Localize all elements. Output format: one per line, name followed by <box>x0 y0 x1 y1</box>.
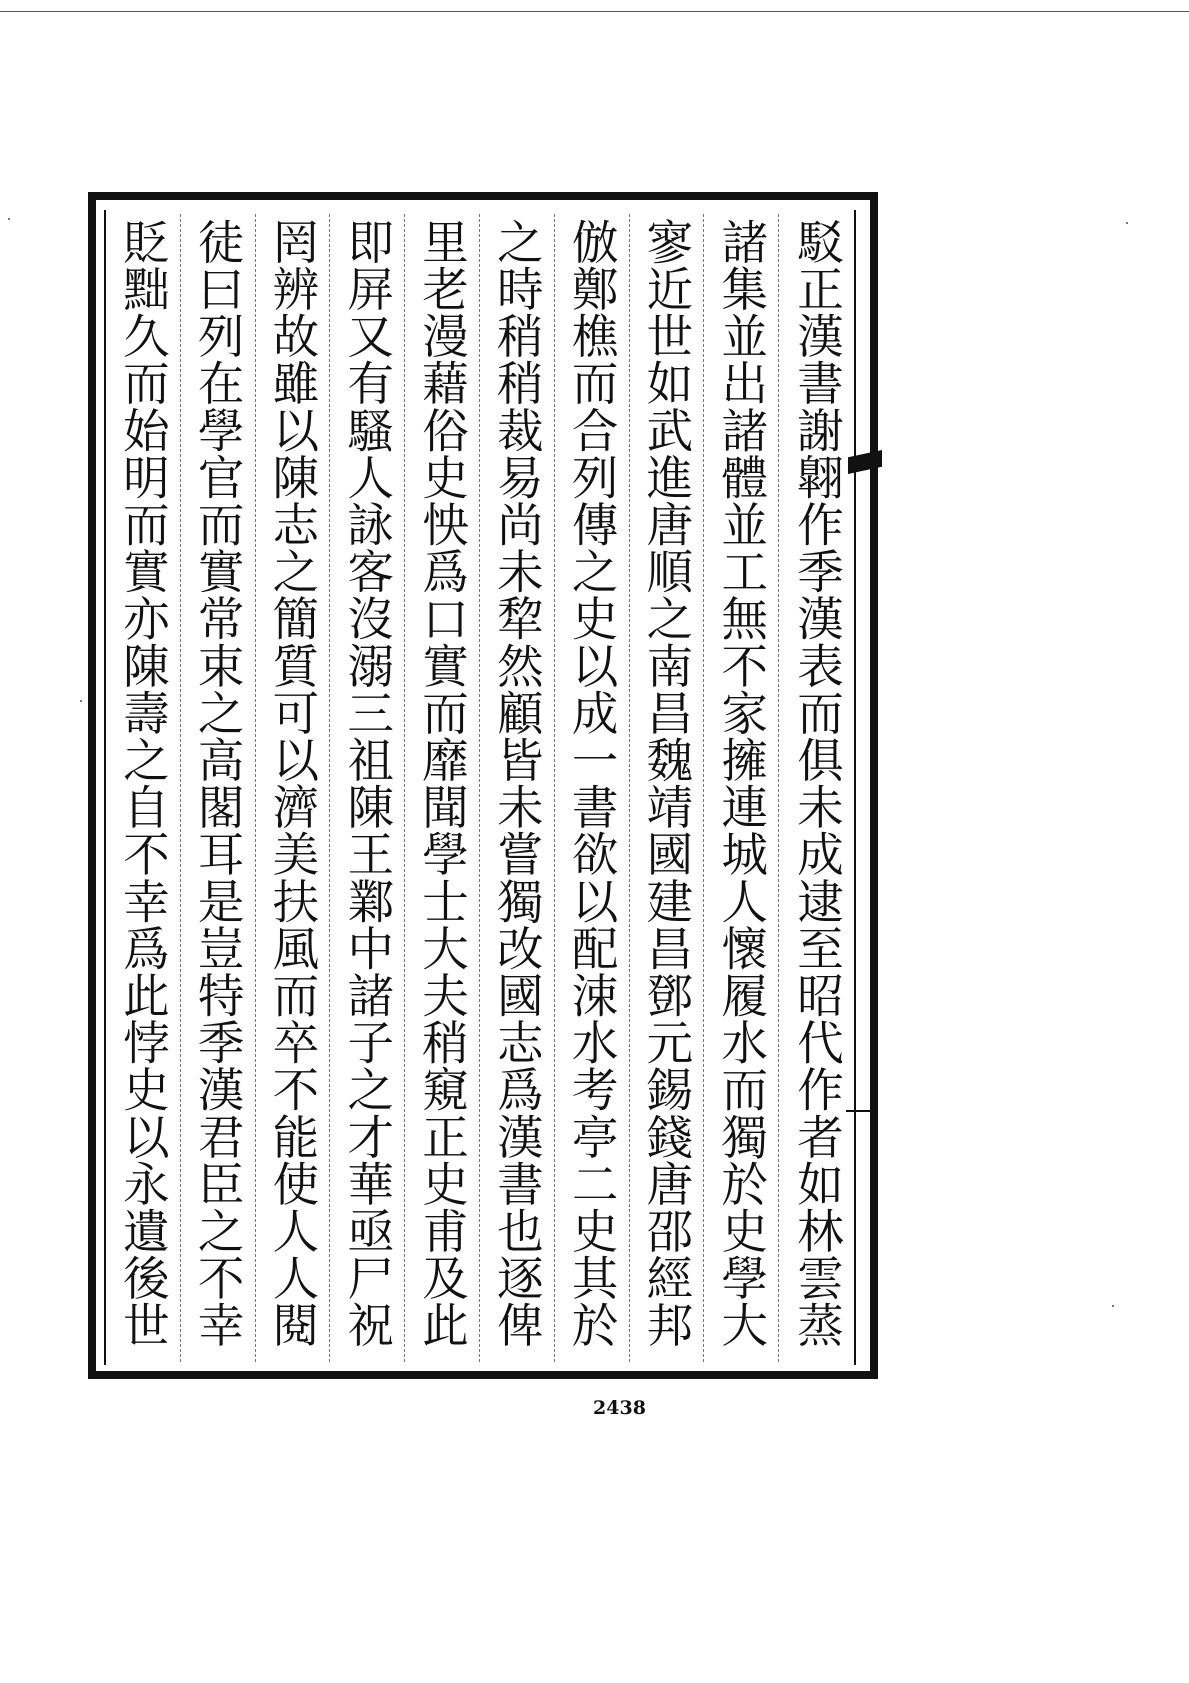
text-column-1: 駁正漢書謝翺作季漢表而俱未成逮至昭代作者如林雲蒸 <box>790 218 844 1349</box>
text-column-6: 里老漫藉俗史怏爲口實而靡聞學士大夫稍窺正史甫及此 <box>405 214 480 1362</box>
text-column-10: 貶黜久而始明而實亦陳壽之自不幸爲此悖史以永遺後世 <box>106 214 181 1362</box>
text-column-7: 即屏又有騷人詠客沒溺三祖陳王鄴中諸子之才華亟尸祝 <box>330 214 405 1362</box>
scan-speck <box>80 700 82 702</box>
text-column-9: 徒曰列在學官而實常束之高閣耳是豈特季漢君臣之不幸 <box>181 214 256 1362</box>
vertical-text-body <box>106 214 854 1362</box>
text-column-2: 諸集並出諸體並工無不家擁連城人懷履水而獨於史學大 <box>704 214 779 1362</box>
text-column-5: 之時稍稍裁易尚未犂然顧皆未嘗獨改國志爲漢書也逐俾 <box>480 214 555 1362</box>
top-border-rule <box>0 11 1189 12</box>
scan-speck <box>1126 222 1128 224</box>
scan-speck <box>8 218 10 220</box>
scan-speck <box>1112 1305 1114 1307</box>
text-column-4: 倣鄭樵而合列傳之史以成一書欲以配涑水考亭二史其於 <box>555 214 630 1362</box>
page-number: 2438 <box>593 1397 646 1419</box>
text-column-8: 罔辨故雖以陳志之簡質可以濟美扶風而卒不能使人人閱 <box>256 214 331 1362</box>
text-column-3: 寥近世如武進唐順之南昌魏靖國建昌鄧元錫錢唐邵經邦 <box>630 214 705 1362</box>
